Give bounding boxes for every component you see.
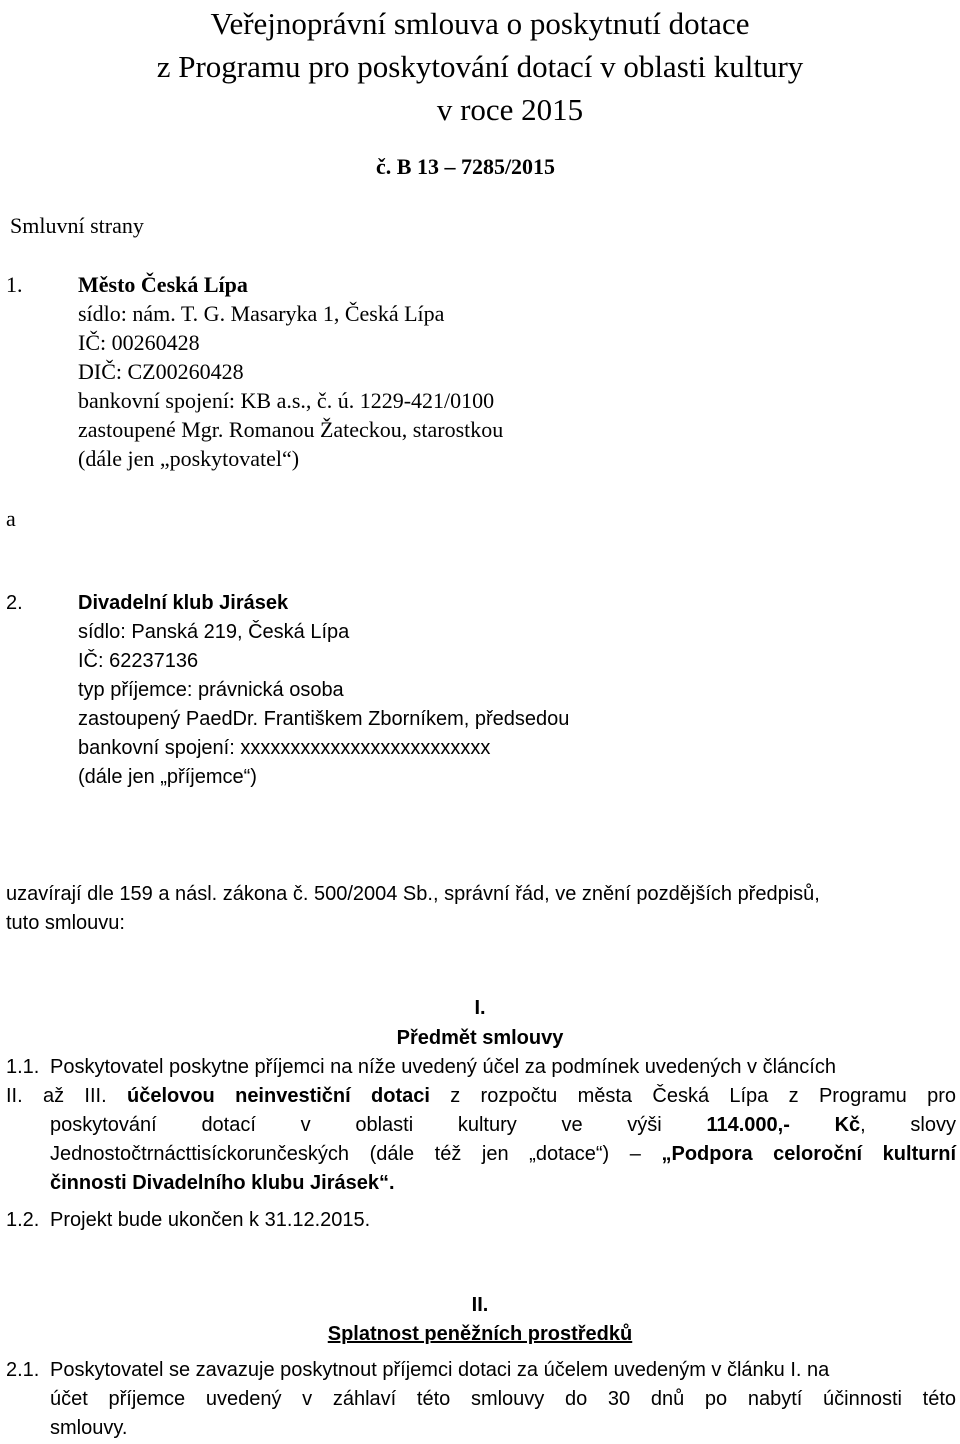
clause-1-1-line-5: činnosti Divadelního klubu Jirásek“. [50, 1172, 395, 1194]
clause-1-1-line-4 [50, 1140, 956, 1169]
party-2-representative: zastoupený PaedDr. Františkem Zborníkem, předsedou [78, 708, 570, 730]
party-1-representative: zastoupené Mgr. Romanou Žateckou, starostkou [78, 417, 504, 442]
title-line-3: v roce 2015 [436, 92, 584, 127]
clause-2-1-line-1: Poskytovatel se zavazuje poskytnout příjemci dotaci za účelem uvedeným v článku I. na [50, 1359, 830, 1381]
party-1-ic: IČ: 00260428 [78, 330, 200, 355]
section-1-heading: Předmět smlouvy [396, 1027, 564, 1049]
party-2-block [78, 589, 569, 792]
clause-1-1-line-3-bold: 114.000,- Kč [706, 1114, 861, 1136]
clause-1-2-number: 1.2. [6, 1209, 40, 1231]
party-2-ic: IČ: 62237136 [78, 650, 199, 672]
clause-1-1-line-4-text-a: Jednostočtrnácttisíckorunčeských (dále též jen „dotace“) – [50, 1143, 662, 1165]
party-2-bank: bankovní spojení: xxxxxxxxxxxxxxxxxxxxxxxxx [78, 737, 491, 759]
party-2-name: Divadelní klub Jirásek [78, 592, 289, 614]
clause-1-1-number: 1.1. [6, 1056, 40, 1078]
party-1-seat: sídlo: nám. T. G. Masaryka 1, Česká Lípa [78, 301, 445, 326]
party-1-dic: DIČ: CZ00260428 [78, 359, 244, 384]
clause-1-1-line-3 [50, 1111, 956, 1140]
section-2-numeral: II. [471, 1294, 489, 1316]
clause-1-1-line-2-bold: účelovou neinvestiční dotaci [126, 1085, 430, 1107]
clause-2-1-line-3: smlouvy. [50, 1417, 128, 1439]
parties-conjunction: a [6, 506, 16, 531]
clause-1-1-line-1: Poskytovatel poskytne příjemci na níže uvedený účel za podmínek uvedených v článcích [50, 1056, 836, 1078]
party-2-alias: (dále jen „příjemce“) [78, 766, 257, 788]
document-title [50, 2, 910, 131]
clause-1-1-line-2-text-a: II. až III. [6, 1085, 127, 1107]
intro-line-1: uzavírají dle 159 a násl. zákona č. 500/2004 Sb., správní řád, ve znění pozdějších předpisů, [6, 883, 820, 905]
clause-1-1-line-2 [6, 1082, 956, 1111]
section-2-heading: Splatnost peněžních prostředků [327, 1323, 633, 1345]
party-2-number: 2. [6, 592, 23, 614]
parties-label: Smluvní strany [10, 213, 144, 238]
clause-1-1-line-2-text-b: z rozpočtu města Česká Lípa z Programu pro [429, 1085, 956, 1107]
contract-number: č. B 13 – 7285/2015 [376, 154, 556, 179]
title-line-2: z Programu pro poskytování dotací v oblasti kultury [156, 49, 804, 84]
party-1-alias: (dále jen „poskytovatel“) [78, 446, 300, 471]
clause-1-1-line-3-text-a: poskytování dotací v oblasti kultury ve výši [50, 1114, 707, 1136]
party-1-bank: bankovní spojení: KB a.s., č. ú. 1229-421/0100 [78, 388, 495, 413]
title-line-1: Veřejnoprávní smlouva o poskytnutí dotace [210, 6, 750, 41]
party-1-number: 1. [6, 272, 23, 297]
party-2-type: typ příjemce: právnická osoba [78, 679, 344, 701]
party-1-name: Město Česká Lípa [78, 272, 248, 297]
party-1-block [78, 270, 503, 473]
section-1-numeral: I. [474, 997, 486, 1019]
intro-line-2: tuto smlouvu: [6, 912, 125, 934]
clause-1-2-text: Projekt bude ukončen k 31.12.2015. [50, 1209, 371, 1231]
clause-1-1-line-3-text-b: , slovy [860, 1114, 956, 1136]
party-2-seat: sídlo: Panská 219, Česká Lípa [78, 621, 350, 643]
clause-2-1-line-2: účet příjemce uvedený v záhlaví této smlouvy do 30 dnů po nabytí účinnosti této [50, 1388, 956, 1410]
clause-1-1-line-4-bold: „Podpora celoroční kulturní [661, 1143, 956, 1165]
clause-2-1-number: 2.1. [6, 1359, 40, 1381]
